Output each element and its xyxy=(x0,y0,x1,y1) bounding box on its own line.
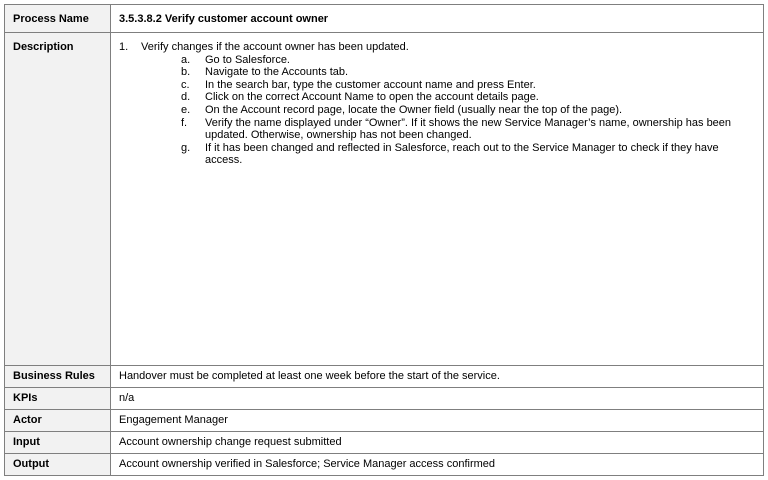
substep-letter: d. xyxy=(181,91,191,104)
business-rules-row xyxy=(5,366,764,388)
substep-a xyxy=(181,54,755,67)
substep-letter: f. xyxy=(181,116,188,129)
substep-text: Verify the name displayed under “Owner”. If it shows the new Service Manager’s name, ownership has been updated. Otherwise, ownership has not been changed. xyxy=(205,116,732,142)
process-name-row xyxy=(5,5,764,33)
input-value: Account ownership change request submitted xyxy=(111,432,764,454)
actor-row xyxy=(5,410,764,432)
process-name-value: 3.5.3.8.2 Verify customer account owner xyxy=(111,5,764,33)
kpis-label: KPIs xyxy=(5,388,111,410)
description-row xyxy=(5,33,764,366)
process-table xyxy=(4,4,764,476)
substep-text: In the search bar, type the customer account name and press Enter. xyxy=(205,78,536,91)
business-rules-value: Handover must be completed at least one week before the start of the service. xyxy=(111,366,764,388)
business-rules-label: Business Rules xyxy=(5,366,111,388)
substep-e xyxy=(181,104,755,117)
substep-letter: c. xyxy=(181,78,190,91)
step-number: 1. xyxy=(119,41,129,53)
substep-text: Navigate to the Accounts tab. xyxy=(205,66,349,79)
substep-letter: e. xyxy=(181,103,191,116)
substep-letter: b. xyxy=(181,66,191,79)
actor-value: Engagement Manager xyxy=(111,410,764,432)
substep-f xyxy=(181,117,755,142)
kpis-value: n/a xyxy=(111,388,764,410)
output-label: Output xyxy=(5,454,111,476)
substep-g xyxy=(181,142,755,167)
substep-letter: a. xyxy=(181,53,191,66)
input-row xyxy=(5,432,764,454)
substep-b xyxy=(181,66,755,79)
input-label: Input xyxy=(5,432,111,454)
substep-text: Click on the correct Account Name to open the account details page. xyxy=(205,91,539,104)
step-text: Verify changes if the account owner has been updated. xyxy=(141,41,409,53)
process-name-label: Process Name xyxy=(5,5,111,33)
substep-c xyxy=(181,79,755,92)
description-label: Description xyxy=(5,33,111,366)
output-row xyxy=(5,454,764,476)
substep-text: Go to Salesforce. xyxy=(205,53,290,66)
substep-text: On the Account record page, locate the Owner field (usually near the top of the page). xyxy=(205,103,623,116)
actor-label: Actor xyxy=(5,410,111,432)
substep-d xyxy=(181,91,755,104)
substep-letter: g. xyxy=(181,141,191,154)
description-value xyxy=(111,33,764,366)
kpis-row xyxy=(5,388,764,410)
output-value: Account ownership verified in Salesforce; Service Manager access confirmed xyxy=(111,454,764,476)
description-step xyxy=(119,41,755,54)
substep-text: If it has been changed and reflected in Salesforce, reach out to the Service Manager to check if they have access. xyxy=(205,141,719,167)
